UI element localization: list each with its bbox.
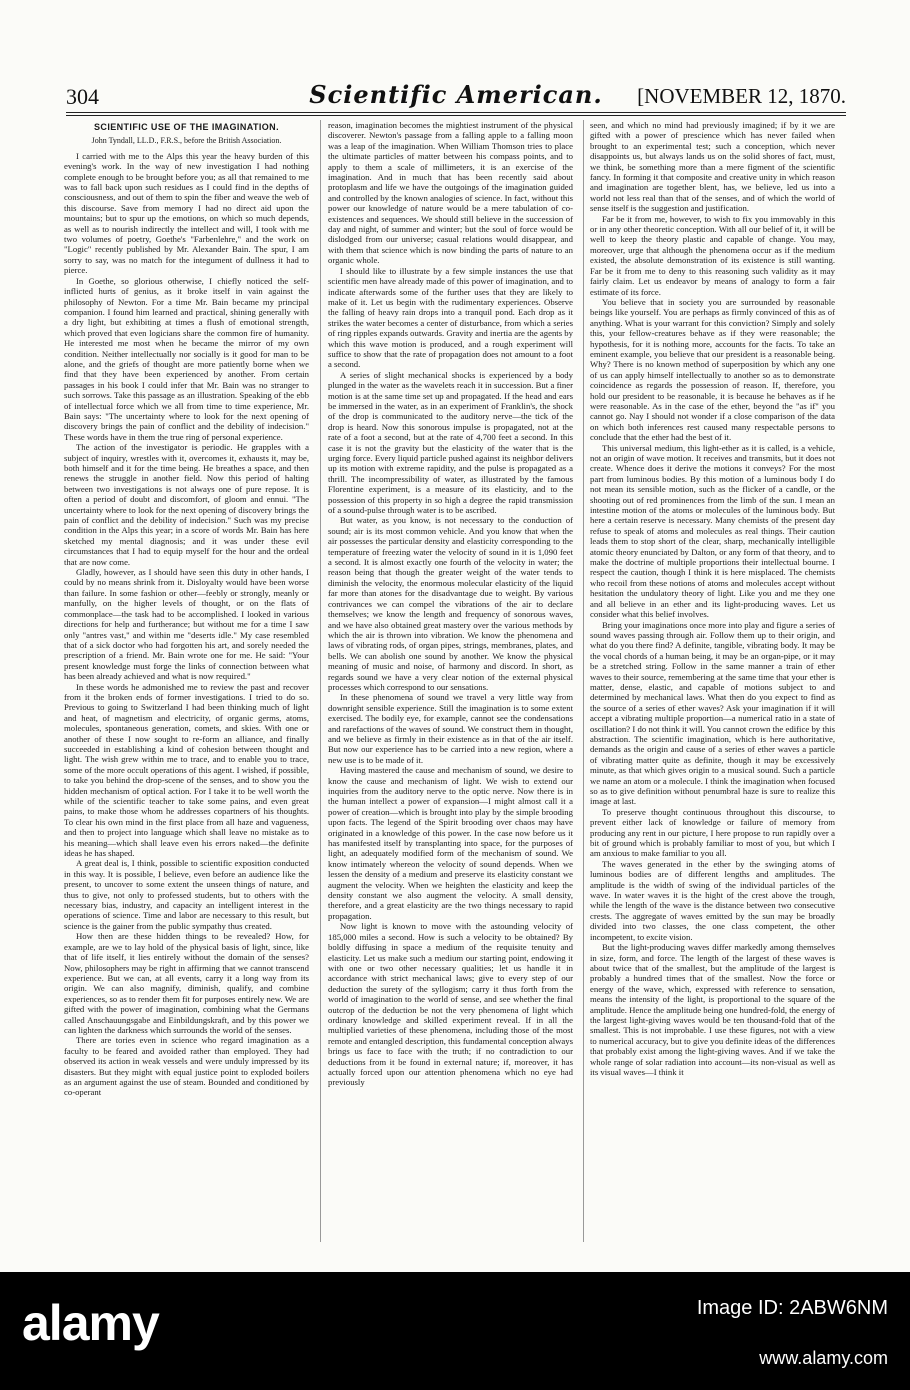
watermark-url: www.alamy.com bbox=[759, 1348, 888, 1368]
article-title: SCIENTIFIC USE OF THE IMAGINATION. bbox=[94, 122, 279, 132]
paragraph: You believe that in society you are surrounded by reasonable beings like yourself. You are perhaps as firmly convinced of this as of anything. What is your warrant for this conviction? Simply and solely this, your fellow-creatures behave as if they were reasonable; the hypothesis, for it is nothing more, accounts for the facts. To take an eminent example, you believe that our president is a reasonable being. Why? There is no known method of superposition by which any one of us can apply himself intellectually to another so as to demonstrate coincidence as regards the possession of reason. If, therefore, you hold our president to be reasonable, it is because he behaves as if he were reasonable. As in the case of the ether, beyond the "as if" you cannot go. Nay I should not wonder if a close comparison of the data on which both inferences rest caused many respectable persons to conclude that the ether had the best of it. bbox=[590, 296, 835, 443]
paragraph: To preserve thought continuous throughout this discourse, to prevent either lack of knowledge or failure of memory from producing any rent in our picture, I here propose to run rapidly over a bit of ground which is probably familiar to most of you, but which I am anxious to make familiar to you all. bbox=[590, 806, 835, 859]
column-2 bbox=[328, 120, 573, 1088]
paragraph: Far be it from me, however, to wish to fix you immovably in this or in any other theoretic conception. With all our belief of it, it will be well to keep the theory plastic and capable of change. You may, moreover, urge that although the phenomena occur as if the medium existed, the absolute demonstration of its existence is still wanting. Far be it from me to deny to this reasoning such validity as it may fairly claim. Let us endeavor by means of analogy to form a fair estimate of its force. bbox=[590, 213, 835, 297]
paragraph: But water, as you know, is not necessary to the conduction of sound; air is its most common vehicle. And you know that when the air possesses the particular density and elasticity corresponding to the temperature of freezing water the velocity of sound in it is 1,090 feet a second. It is almost exactly one fourth of the velocity in water; the reason being that though the greater weight of the water tends to diminish the velocity, the enormous molecular elasticity of the liquid far more than atones for the disadvantage due to weight. By various contrivances we can compel the vibrations of the air to declare themselves; we know the length and frequency of sonorous waves, and we have also obtained great mastery over the various methods by which the air is thrown into vibration. We know the phenomena and laws of vibrating rods, of organ pipes, strings, membranes, plates, and bells. We can abolish one sound by another. We know the physical meaning of music and noise, of harmony and discord. In short, as regards sound we have a very clear notion of the external physical processes which correspond to our sensations. bbox=[328, 515, 573, 692]
paragraph: In these words he admonished me to review the past and recover from it the broken ends of former investigations. I tried to do so. Previous to going to Switzerland I had been thinking much of light and heat, of magnetism and electricity, of organic germs, atoms, molecules, spontaneous generation, comets, and skies. With one or another of these I now sought to re-form an alliance, and finally succeeded in establishing a kind of cohesion between thought and light. The wish grew within me to trace, and to enable you to trace, some of the more occult operations of this agent. I wished, if possible, to take you behind the drop-scene of the senses, and to show you the hidden mechanism of optical action. For I take it to be well worth the while of the scientific teacher to take some pains, and even great pains, to make those whom he addresses copartners of his thoughts. To clear his own mind in the first place from all haze and vagueness, and then to project into language which shall leave no mistake as to his meaning—which shall leave even his errors naked—the definite ideas he has shaped. bbox=[64, 681, 309, 859]
header-rule bbox=[66, 112, 846, 113]
paragraph: But the light-producing waves differ markedly among themselves in size, form, and force. The length of the largest of these waves is about twice that of the smallest, but the amplitude of the largest is probably a hundred times that of the smallest. Now the force or energy of the wave, which, expressed with reference to sensation, means the intensity of the light, is proportional to the square of the amplitude. Hence the amplitude being one hundred-fold, the energy of the largest light-giving waves would be ten thousand-fold that of the smallest. This is not improbable. I use these figures, not with a view to numerical accuracy, but to give you definite ideas of the differences that probably exist among the light-giving waves. And if we take the whole range of solar radiation into account—its non-visual as well as its visual waves—I think it bbox=[590, 942, 835, 1077]
paragraph: In these phenomena of sound we travel a very little way from downright sensible experience. Still the imagination is to some extent exercised. The bodily eye, for example, cannot see the condensations and rarefactions of the waves of sound. We construct them in thought, and we believe as firmly in their existence as in that of the air itself. But now our experience has to be carried into a new region, where a new use is to be made of it. bbox=[328, 692, 573, 765]
paragraph: This universal medium, this light-ether as it is called, is a vehicle, not an origin of wave motion. It receives and transmits, but it does not create. Whence does it derive the motions it conveys? For the most part from luminous bodies. By this motion of a luminous body I do not mean its sensible motion, such as the flicker of a candle, or the shooting out of red prominences from the limb of the sun. I mean an intestine motion of the atoms or molecules of the luminous body. But here a certain reserve is necessary. Many chemists of the present day refuse to speak of atoms and molecules as real things. Their caution leads them to stop short of the clear, sharp, mechanically intelligible atomic theory enunciated by Dalton, or any form of that theory, and to make the doctrine of multiple proportions their intellectual bourne. I respect the caution, though I think it is here misplaced. The chemists who recoil from these notions of atoms and molecules accept without hesitation the undulatory theory of light. Like you and me they one and all believe in an ether and its light-producing waves. Let us consider what this belief involves. bbox=[590, 442, 835, 620]
paragraph: A great deal is, I think, possible to scientific exposition conducted in this way. It is possible, I believe, even before an audience like the present, to uncover to some extent the unseen things of nature, and thus to give, not only to professed students, but to others with the necessary bias, industry, and capacity an intelligent interest in the operations of science. Time and labor are necessary to this result, but science is the gainer from the public sympathy thus created. bbox=[64, 858, 309, 931]
column-divider bbox=[320, 120, 321, 1242]
paragraph: Now light is known to move with the astounding velocity of 185,000 miles a second. How is such a velocity to be obtained? By boldly diffusing in space a medium of the requisite tenuity and elasticity. Let us make such a medium our starting point, endowing it with one or two other necessary qualities; let us handle it in accordance with strict mechanical laws; give to every step of our deduction the surety of the syllogism; carry it thus forth from the world of imagination to the world of sense, and see whether the final outcrop of the deduction be not the very phenomena of light which ordinary knowledge and skilled experiment reveal. If in all the multiplied varieties of these phenomena, including those of the most remote and entangled description, this fundamental conception always brings us face to face with the truth; if no contradiction to our deductions from it be found in external nature; if, moreover, it has actually forced upon our attention phenomena which no eye had previously bbox=[328, 921, 573, 1088]
masthead bbox=[66, 80, 846, 110]
column-3 bbox=[590, 120, 835, 1077]
paragraph: How then are these hidden things to be revealed? How, for example, are we to lay hold of the physical basis of light, since, like that of life itself, it lies entirely without the domain of the senses? Now, philosophers may be right in affirming that we cannot transcend experience. But we can, at all events, carry it a long way from its origin. We can also magnify, diminish, qualify, and combine experiences, so as to render them fit for purposes entirely new. We are gifted with the power of imagination, combining what the Germans called Anschauungsgabe and Einbildungskraft, and by this power we can lighten the darkness which surrounds the world of the senses. bbox=[64, 931, 309, 1035]
paragraph: A series of slight mechanical shocks is experienced by a body plunged in the water as the wavelets reach it in succession. But a finer motion is at the same time set up and propagated. If the head and ears be immersed in the water, as in an experiment of Franklin's, the shock of the drop is communicated to the auditory nerve—the tick of the drop is heard. Now this sonorous impulse is propagated, not at the rate of a foot a second, but at the rate of 4,700 feet a second. In this case it is not the gravity but the elasticity of the water that is the urging force. Every liquid particle pushed against its neighbor delivers up its motion with extreme rapidity, and the pulse is propagated as a thrill. The incompressibility of water, as illustrated by the famous Florentine experiment, is a measure of its elasticity, and to the possession of this property in so high a degree the rapid transmission of a sound-pulse through water is to be ascribed. bbox=[328, 369, 573, 516]
article-byline: John Tyndall, LL.D., F.R.S., before the British Association. bbox=[91, 136, 282, 146]
paragraph: The waves generated in the ether by the swinging atoms of luminous bodies are of different lengths and amplitudes. The amplitude is the width of swing of the individual particles of the wave. In water waves it is the hight of the crest above the trough, while the length of the wave is the distance between two consecutive crests. The aggregate of waves emitted by the sun may be broadly divided into two classes, the one class competent, the other incompetent, to excite vision. bbox=[590, 858, 835, 942]
paragraph: Having mastered the cause and mechanism of sound, we desire to know the cause and mechanism of light. We wish to extend our inquiries from the auditory nerve to the optic nerve. Now there is in the human intellect a power of expansion—I might almost call it a power of creation—which is brought into play by the simple brooding upon facts. The legend of the Spirit brooding over chaos may have originated in a knowledge of this power. In the case now before us it has manifested itself by transplanting into space, for the purposes of light, an adequately modified form of the mechanism of sound. We know intimately whereon the velocity of sound depends. When we lessen the density of a medium and preserve its elasticity constant we augment the velocity. When we heighten the elasticity and keep the density constant we also augment the velocity. A small density, therefore, and a great elasticity are the two things necessary to rapid propagation. bbox=[328, 765, 573, 921]
column-1 bbox=[64, 120, 309, 1098]
paragraph: In Goethe, so glorious otherwise, I chiefly noticed the self-inflicted hurts of genius, as it broke itself in vain against the philosophy of Newton. For a time Mr. Bain became my principal companion. I found him learned and practical, shining generally with a dry light, but exhibiting at times a flush of emotional strength, which proved that even logicians share the common fire of humanity. He interested me most when he became the mirror of my own condition. Neither intellectually nor socially is it good for man to be alone, and the griefs of thought are more patiently borne when we find that they have been experienced by another. From certain passages in his book I could infer that Mr. Bain was no stranger to such sorrows. Take this passage as an illustration. Speaking of the ebb of intellectual force which we all from time to time experience, Mr. Bain says: "The uncertainty where to look for the next opening of discovery brings the pain of conflict and the debility of indecision." These words have in them the true ring of personal experience. bbox=[64, 275, 309, 442]
paragraph: There are tories even in science who regard imagination as a faculty to be feared and avoided rather than employed. They had observed its action in weak vessels and were unduly impressed by its disasters. But they might with equal justice point to exploded boilers as an argument against the use of steam. Bounded and conditioned by co-operant bbox=[64, 1035, 309, 1098]
paragraph: Bring your imaginations once more into play and figure a series of sound waves passing through air. Follow them up to their origin, and what do you there find? A definite, tangible, vibrating body. It may be the vocal chords of a human being, it may be an organ-pipe, or it may be a stretched string. Follow in the same manner a train of ether waves to their source, remembering at the same time that your ether is matter, dense, elastic, and capable of motions subject to and determined by mechanical laws. What then do you expect to find as the source of a series of ether waves? Ask your imagination if it will accept a vibrating multiple proportion—a numerical ratio in a state of oscillation? I do not think it will. You cannot crown the edifice by this abstraction. The scientific imagination, which is here authoritative, demands as the origin and cause of a series of ether waves a particle of vibrating matter quite as definite, though it may be excessively minute, as that which gives origin to a musical sound. Such a particle we name an atom or a molecule. I think the imagination when focused so as to give definition without penumbral haze is sure to realize this image at last. bbox=[590, 619, 835, 807]
paragraph: I should like to illustrate by a few simple instances the use that scientific men have already made of this power of imagination, and to indicate afterwards some of the further uses that they are likely to make of it. Let us begin with the rudimentary experiences. Observe the falling of heavy rain drops into a tranquil pond. Each drop as it strikes the water becomes a center of disturbance, from which a series of ring ripples expands outwards. Gravity and inertia are the agents by which this wave motion is produced, and a rough experiment will suffice to show that the rate of propagation does not amount to a foot a second. bbox=[328, 265, 573, 370]
page-number: 304 bbox=[66, 84, 99, 109]
issue-date: [NOVEMBER 12, 1870. bbox=[637, 84, 846, 108]
alamy-logo: alamy bbox=[22, 1295, 159, 1351]
paragraph: Gladly, however, as I should have seen this duty in other hands, I could by no means shrink from it. Disloyalty would have been worse than failure. In some fashion or other—feebly or strongly, meanly or manfully, on the higher levels of thought, or on the flats of commonplace—the task had to be accomplished. I looked in various directions for help and furtherance; but without me for a time I saw only "antres vast," and within me "deserts idle." My case resembled that of a sick doctor who had forgotten his art, and sorely needed the prescription of a friend. Mr. Bain wrote one for me. He said: "Your present knowledge must forge the links of connection between what has been already achieved and what is now required." bbox=[64, 567, 309, 682]
paragraph: reason, imagination becomes the mightiest instrument of the physical discoverer. Newton's passage from a falling apple to a falling moon was a leap of the imagination. When William Thomson tries to place the ultimate particles of matter between his compass points, and to apply to them a scale of millimeters, it is an exercise of the imagination. And in much that has been recently said about protoplasm and life we have the outgoings of the imagination guided and controlled by the known analogies of science. In fact, without this power our knowledge of nature would be a mere tabulation of co-existences and sequences. We should still believe in the succession of day and night, of summer and winter; but the soul of force would be dislodged from our universe; casual relations would disappear, and with them that science which is now binding the parts of nature to an organic whole. bbox=[328, 120, 573, 266]
paragraph: I carried with me to the Alps this year the heavy burden of this evening's work. In the way of new investigation I had nothing complete enough to be brought before you; as all that remained to me was to fall back upon such residues as I could find in the depths of consciousness, and out of them to spin the fiber and weave the web of this discourse. Save from memory I had no direct aid upon the mountains; but to spur up the emotions, on which so much depends, as well as to nourish indirectly the intellect and will, I took with me two volumes of poetry, Goethe's "Farbenlehre," and the work on "Logic" recently published by Mr. Alexander Bain. The spur, I am sorry to say, was no match for the integument of dullness it had to pierce. bbox=[64, 150, 309, 276]
column-divider bbox=[583, 120, 584, 1242]
image-id: Image ID: 2ABW6NM bbox=[696, 1297, 888, 1319]
paragraph: The action of the investigator is periodic. He grapples with a subject of inquiry, wrestles with it, overcomes it, exhausts it, may be, both himself and it for the time being. He breathes a space, and then renews the struggle in another field. Now this period of halting between two investigations is not always one of pure repose. It is often a period of doubt and discomfort, of gloom and ennui. "The uncertainty where to look for the next opening of discovery brings the pain of conflict and the debility of indecision." Such was my precise condition in the Alps this year; in a score of words Mr. Bain has here sketched my mental diagnosis; and it was under these evil circumstances that I had to equip myself for the hour and the ordeal that are now come. bbox=[64, 442, 309, 567]
header-rule-thin bbox=[66, 115, 846, 116]
paragraph: seen, and which no mind had previously imagined; if by it we are gifted with a power of prescience which has never failed when brought to an experimental test; such a conception, which never disappoints us, but always lands us on the solid shores of fact, must, we think, be something more than a mere figment of the scientific fancy. In forming it that composite and creative unity in which reason and imagination are together blent, has, we believe, led us into a world not less real than that of the senses, and of which the world of sense itself is the suggestion and justification. bbox=[590, 120, 835, 214]
journal-title: Scientific American. bbox=[309, 80, 603, 109]
